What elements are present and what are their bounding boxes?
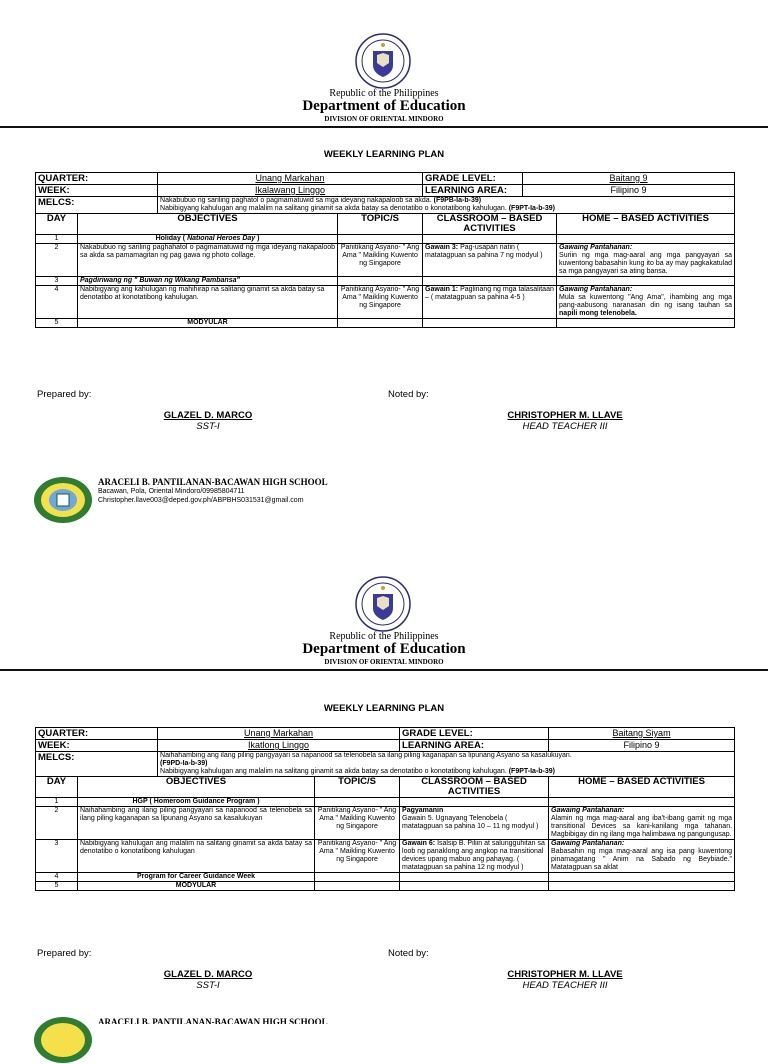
classroom-activity: Pag-usapan natin ( matatagpuan sa pahina 7 ng modyul ) [425,244,543,259]
week-value: Ikatlong Linggo [158,740,400,752]
day-cell: 4 [36,286,78,319]
home-activity-title: Gawaing Pantahanan: [551,840,625,847]
classroom-cell [423,244,557,277]
classroom-activity-title: Pagyamanin [402,807,444,814]
home-activity: Mula sa kuwentong "Ang Ama", ihambing ang mga pang-aabusong naranasan din ng isang tauhan sa [559,294,733,309]
week-label: WEEK: [36,740,158,752]
preparer-position: SST-I [196,980,220,991]
plan-title: WEEKLY LEARNING PLAN [323,149,445,160]
melcs-label: MELCS: [36,752,158,777]
preparer-name: GLAZEL D. MARCO [163,969,253,980]
classroom-activity-title: Gawain 6: [402,840,436,847]
grade-level-value: Baitang Siyam [549,728,735,740]
noter-name: CHRISTOPHER M. LLAVE [507,410,623,421]
topic-cell: Panitikang Asyano- " Ang Ama " Maikling Kuwento ng Singapore [338,286,423,319]
home-cell [557,286,735,319]
table-row [36,873,735,882]
objective-cell: Naihahambing ang ilang piling pangyayari sa napanood sa telenobela sa ilang piling kaganapan sa lipunang Asyano sa kasalukuyan [78,807,315,840]
learning-area-label: LEARNING AREA: [423,185,523,197]
department-title: Department of Education [302,641,466,657]
table-row [36,235,735,244]
quarter-label: QUARTER: [36,728,158,740]
day-cell: 5 [36,882,78,891]
noter-position: HEAD TEACHER III [522,421,608,432]
republic-text: Republic of the Philippines [329,88,439,99]
objective-cell: Nabibigyang kahulugan ang malalim na salitang ginamit sa akda batay sa denotatibo o konotatibong kahulugan [78,840,315,873]
melc-2: Nabibigyang kahulugan ang malalim na salitang ginamit sa akda batay sa denotatibo o konotatibong kahulugan. [160,768,507,775]
plan-title: WEEKLY LEARNING PLAN [323,703,445,714]
home-activity-title: Gawaing Pantahanan: [559,244,633,251]
melcs-label: MELCS: [36,197,158,214]
melc-1: Naihahambing ang ilang piling pangyayari sa napanood sa telenobela sa ilang piling kaganapan sa lipunang Asyano sa kasalukuyan. [160,752,572,759]
division-text: DIVISION OF ORIENTAL MINDORO [324,115,444,123]
school-name: ARACELI B. PANTILANAN-BACAWAN HIGH SCHOOL [98,1018,328,1024]
table-row [36,319,735,328]
school-info [98,478,328,505]
table-row [36,277,735,286]
topic-cell: Panitikang Asyano- " Ang Ama " Maikling Kuwento ng Singapore [315,840,400,873]
day-cell: 3 [36,277,78,286]
prepared-by-label: Prepared by: [37,948,92,959]
classroom-activity: Isalsip B. Piliin at salungguhitan sa loob ng panaklong ang angkop na transitional devices upang mabuo ang pahayag. ( matatagpuan sa pahina 12 ng modyul ) [402,840,545,871]
hgp-cell: HGP ( Homeroom Guidance Program ) [78,798,315,807]
school-logo-icon [33,476,93,524]
home-activity-title: Gawaing Pantahanan: [559,286,633,293]
day-cell: 3 [36,840,78,873]
noter-position: HEAD TEACHER III [522,980,608,991]
objective-cell: Nakabubuo ng sariling paghahatol o pagmamatuwid ng mga ideyang nakapaloob sa akda sa pamamagitan ng pag gawa ng photo collage. [78,244,338,277]
classroom-activity: Paglinang ng mga talasalitaan – ( matatagpuan sa pahina 4-5 ) [425,286,554,301]
grade-level-value: Baitang 9 [523,173,735,185]
topic-cell: Panitikang Asyano- " Ang Ama " Maikling Kuwento ng Singapore [315,807,400,840]
quarter-label: QUARTER: [36,173,158,185]
week-label: WEEK: [36,185,158,197]
division-text: DIVISION OF ORIENTAL MINDORO [324,658,444,666]
career-week-cell: Program for Career Guidance Week [78,873,315,882]
grade-level-label: GRADE LEVEL: [423,173,523,185]
classroom-activity: Gawain 5. Ugnayang Telenobela ( matatagpuan sa pahina 10 – 11 ng modyul ) [402,815,539,830]
noter-name: CHRISTOPHER M. LLAVE [507,969,623,980]
school-name: ARACELI B. PANTILANAN-BACAWAN HIGH SCHOOL [98,477,328,487]
school-logo-icon [33,1016,93,1064]
header-divider [0,126,768,128]
topics-header: TOPIC/S [315,777,400,798]
objectives-header: OBJECTIVES [78,214,338,235]
preparer-position: SST-I [196,421,220,432]
home-activity: Alamin ng mga mag-aaral ang iba't-ibang gamit ng mga transitional Devices sa kani-kanilang mga tahanan. Magbibigay din ng ilang mga halimbawa ng pangungusap. [551,815,733,838]
day-cell: 2 [36,244,78,277]
table-row [36,798,735,807]
deped-seal-icon [355,33,411,89]
melcs-value [158,197,735,214]
melc-2-code: (F9PT-Ia-b-39) [508,205,556,212]
learning-area-value: Filipino 9 [549,740,735,752]
melc-1: Nakabubuo ng sariling paghatol o pagmamatuwid sa mga ideyang nakapaloob sa akda. [160,197,432,204]
home-activity: Babasahin ng mga mag-aaral ang isa pang kuwentong pinamagatang " Anim na Sabado ng Beybiade." Matatagpuan sa aklat [551,848,733,871]
objectives-header: OBJECTIVES [78,777,315,798]
day-cell: 1 [36,235,78,244]
table-row [36,244,735,277]
learning-area-label: LEARNING AREA: [400,740,549,752]
day-header: DAY [36,777,78,798]
quarter-value: Unang Markahan [158,173,423,185]
topic-cell: Panitikang Asyano- " Ang Ama " Maikling Kuwento ng Singapore [338,244,423,277]
day-cell: 4 [36,873,78,882]
day-cell: 2 [36,807,78,840]
table-row [36,286,735,319]
preparer-name: GLAZEL D. MARCO [163,410,253,421]
day-cell: 1 [36,798,78,807]
prepared-by-label: Prepared by: [37,389,92,400]
home-cell [549,840,735,873]
home-header: HOME – BASED ACTIVITIES [549,777,735,798]
classroom-activity-title: Gawain 1: [425,286,459,293]
school-contact: Christopher.llave003@deped.gov.ph/ABPBHS031531@gmail.com [98,497,304,504]
classroom-cell [400,807,549,840]
quarter-value: Unang Markahan [158,728,400,740]
department-title: Department of Education [302,98,466,114]
home-cell [557,244,735,277]
celebration-cell: Pagdiriwang ng " Buwan ng Wikang Pambansa" [78,277,338,286]
classroom-activity-title: Gawain 3: [425,244,459,251]
home-activity: Suriin ng mga mag-aaral ang mga pangyayari sa kuwentong babasahin kung ito ba ay may pagkakatulad sa mga pangyayari sa ating bansa. [559,252,733,275]
table-row [36,807,735,840]
home-activity-title: Gawaing Pantahanan: [551,807,625,814]
noted-by-label: Noted by: [388,389,429,400]
weekly-plan-table [35,172,735,328]
deped-seal-icon [355,576,411,632]
melcs-value [158,752,735,777]
school-address: Bacawan, Pola, Oriental Mindoro/09985804711 [98,488,245,495]
objective-cell: Nabibigyang ang kahulugan ng mahihirap na salitang ginamit sa akda batay sa denotatibo at konotatibong kahulugan. [78,286,338,319]
home-activity-emphasis: napili mong telenobela. [559,310,637,317]
melc-1-code: (F9PB-Ia-b-39) [433,197,482,204]
classroom-header: CLASSROOM – BASED ACTIVITIES [400,777,549,798]
modular-cell: MODYULAR [78,319,338,328]
day-header: DAY [36,214,78,235]
weekly-plan-table [35,727,735,891]
republic-text: Republic of the Philippines [329,631,439,642]
holiday-cell: Holiday ( National Heroes Day ) [78,235,338,244]
grade-level-label: GRADE LEVEL: [400,728,549,740]
learning-area-value: Filipino 9 [523,185,735,197]
melc-1-code: (F9PD-Ia-b-39) [160,760,208,767]
classroom-cell [400,840,549,873]
melc-2-code: (F9PT-Ia-b-39) [508,768,556,775]
modular-cell: MODYULAR [78,882,315,891]
classroom-header: CLASSROOM – BASED ACTIVITIES [423,214,557,235]
home-header: HOME – BASED ACTIVITIES [557,214,735,235]
classroom-cell [423,286,557,319]
table-row [36,882,735,891]
week-value: Ikalawang Linggo [158,185,423,197]
table-row [36,840,735,873]
header-divider [0,669,768,671]
day-cell: 5 [36,319,78,328]
home-cell [549,807,735,840]
school-info [98,1018,328,1024]
melc-2: Nabibigyang kahulugan ang malalim na salitang ginamit sa akda batay sa denotatibo o konotatibong kahulugan. [160,205,507,212]
topics-header: TOPIC/S [338,214,423,235]
noted-by-label: Noted by: [388,948,429,959]
